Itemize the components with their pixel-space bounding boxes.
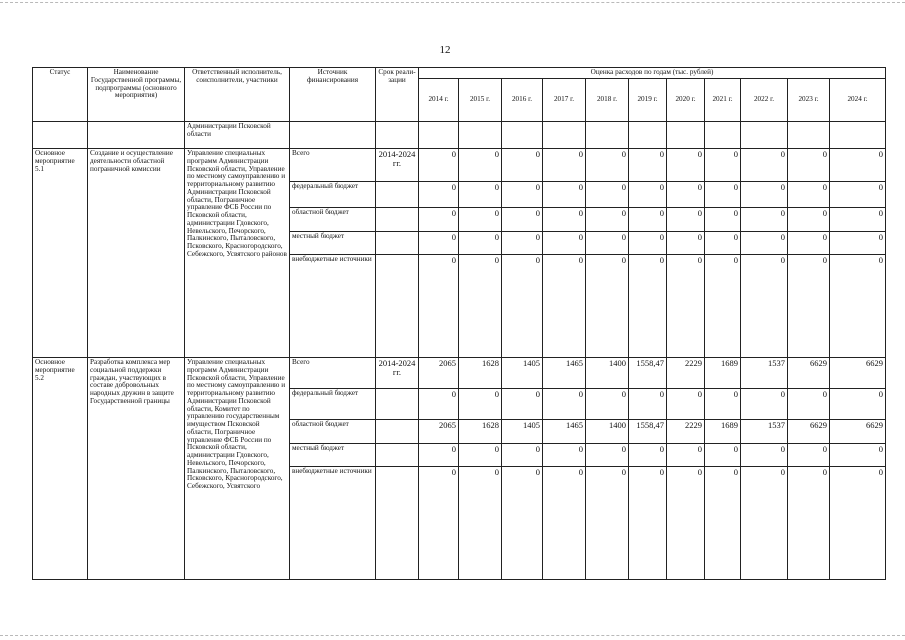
value-cell: 2065: [419, 358, 459, 389]
status-cell: Основное мероприятие 5.2: [33, 358, 88, 580]
value-cell: 0: [543, 389, 586, 420]
continuation-term: [376, 122, 419, 149]
header-status: Статус: [33, 68, 88, 122]
value-cell: 0: [629, 232, 667, 255]
table-row: [33, 149, 886, 182]
value-cell: 0: [788, 467, 830, 580]
value-cell: 1558,47: [629, 358, 667, 389]
name-cell: Разработка комплекса мер социальной поддержки граждан, участвующих в составе добровольных народных дружин в защите Государственной границы: [88, 358, 185, 580]
value-cell: 0: [788, 444, 830, 467]
value-cell: 0: [788, 232, 830, 255]
header-year: 2019 г.: [629, 79, 667, 122]
value-cell: 0: [419, 467, 459, 580]
header-row-1: [33, 68, 886, 79]
page-number: 12: [439, 44, 451, 56]
value-cell: 0: [586, 444, 629, 467]
value-cell: 0: [667, 182, 705, 208]
value-cell: 0: [629, 182, 667, 208]
value-cell: 0: [543, 208, 586, 232]
value-cell: 0: [459, 149, 502, 182]
value-cell: 0: [705, 444, 741, 467]
value-cell: 0: [741, 389, 788, 420]
source-cell: Всего: [290, 149, 376, 182]
scan-edge-top: [0, 2, 905, 3]
value-cell: 0: [667, 467, 705, 580]
value-cell: 0: [741, 255, 788, 358]
value-cell: 0: [459, 444, 502, 467]
value-cell: 0: [830, 182, 886, 208]
value-cell: 0: [705, 182, 741, 208]
value-cell: 1400: [586, 420, 629, 444]
continuation-responsible: Администрации Псковской области: [185, 122, 290, 149]
value-cell: 0: [586, 232, 629, 255]
header-year: 2017 г.: [543, 79, 586, 122]
source-cell: местный бюджет: [290, 444, 376, 467]
continuation-status: [33, 122, 88, 149]
value-cell: 6629: [830, 358, 886, 389]
value-cell: 0: [459, 389, 502, 420]
value-cell: 0: [502, 182, 543, 208]
value-cell: 0: [586, 182, 629, 208]
value-cell: 0: [830, 208, 886, 232]
value-cell: 0: [502, 467, 543, 580]
source-cell: областной бюджет: [290, 420, 376, 444]
value-cell: 0: [705, 467, 741, 580]
value-cell: 0: [667, 149, 705, 182]
header-responsible: Ответственный исполнитель, соисполнители, участники: [185, 68, 290, 122]
source-cell: местный бюджет: [290, 232, 376, 255]
value-cell: 0: [830, 389, 886, 420]
value-cell: 0: [586, 149, 629, 182]
value-cell: 0: [629, 444, 667, 467]
value-cell: 0: [459, 182, 502, 208]
value-cell: 0: [788, 149, 830, 182]
value-cell: 0: [667, 255, 705, 358]
value-cell: 0: [667, 208, 705, 232]
value-cell: 2229: [667, 358, 705, 389]
source-cell: внебюджетные источники: [290, 467, 376, 580]
header-name: Наименование Государственной программы, подпрограммы (основного мероприятия): [88, 68, 185, 122]
responsible-cell: Управление специальных программ Администрации Псковской области, Управление по местному самоуправлению и территориальному развитию Администрации Псковской области, Комитет по управлению государственным имуществом Псковской области, Пограничное управление ФСБ России по Псковской области, администрации Гдовского, Невельского, Печорского, Палкинского, Пыталовского, Псковского, Красногородского, Себежского, Усвятского: [185, 358, 290, 580]
value-cell: 0: [741, 232, 788, 255]
value-cell: 0: [705, 208, 741, 232]
header-term: Срок реали-зации: [376, 68, 419, 122]
value-cell: 0: [586, 389, 629, 420]
source-cell: федеральный бюджет: [290, 182, 376, 208]
value-cell: 1628: [459, 420, 502, 444]
value-cell: 1465: [543, 420, 586, 444]
value-cell: 0: [419, 389, 459, 420]
value-cell: 0: [502, 208, 543, 232]
value-cell: 1537: [741, 358, 788, 389]
source-cell: федеральный бюджет: [290, 389, 376, 420]
value-cell: 0: [459, 255, 502, 358]
table-body: [33, 122, 886, 580]
value-cell: 0: [419, 182, 459, 208]
status-cell: Основное мероприятие 5.1: [33, 149, 88, 358]
value-cell: 0: [419, 444, 459, 467]
value-cell: 0: [741, 149, 788, 182]
header-year: 2020 г.: [667, 79, 705, 122]
value-cell: 6629: [788, 358, 830, 389]
term-cell: [376, 182, 419, 208]
term-cell: 2014-2024 гг.: [376, 149, 419, 182]
name-cell: Создание и осуществление деятельности областной пограничной комиссии: [88, 149, 185, 358]
value-cell: 1628: [459, 358, 502, 389]
value-cell: 6629: [788, 420, 830, 444]
value-cell: 0: [502, 389, 543, 420]
value-cell: 0: [830, 255, 886, 358]
value-cell: 0: [830, 149, 886, 182]
value-cell: 1400: [586, 358, 629, 389]
value-cell: 0: [788, 255, 830, 358]
header-year: 2022 г.: [741, 79, 788, 122]
value-cell: 0: [543, 149, 586, 182]
value-cell: 1537: [741, 420, 788, 444]
value-cell: 0: [705, 232, 741, 255]
term-cell: [376, 420, 419, 444]
value-cell: 1689: [705, 358, 741, 389]
term-cell: [376, 467, 419, 580]
value-cell: 0: [419, 149, 459, 182]
value-cell: 0: [629, 389, 667, 420]
term-cell: 2014-2024 гг.: [376, 358, 419, 389]
continuation-row: [33, 122, 886, 149]
value-cell: 0: [419, 232, 459, 255]
scan-edge-bottom: [0, 635, 905, 636]
continuation-source: [290, 122, 376, 149]
table-row: [33, 358, 886, 389]
value-cell: 0: [629, 208, 667, 232]
header-source: Источник финансирования: [290, 68, 376, 122]
value-cell: 0: [788, 182, 830, 208]
value-cell: 1465: [543, 358, 586, 389]
value-cell: 0: [667, 389, 705, 420]
value-cell: 0: [629, 255, 667, 358]
value-cell: 0: [502, 444, 543, 467]
value-cell: 0: [741, 208, 788, 232]
value-cell: 0: [830, 232, 886, 255]
term-cell: [376, 232, 419, 255]
source-cell: Всего: [290, 358, 376, 389]
value-cell: 1405: [502, 358, 543, 389]
value-cell: 0: [667, 444, 705, 467]
value-cell: 0: [586, 467, 629, 580]
value-cell: 0: [667, 232, 705, 255]
header-year: 2021 г.: [705, 79, 741, 122]
value-cell: 6629: [830, 420, 886, 444]
value-cell: 0: [741, 444, 788, 467]
source-cell: областной бюджет: [290, 208, 376, 232]
value-cell: 0: [459, 232, 502, 255]
header-year: 2015 г.: [459, 79, 502, 122]
value-cell: 0: [586, 208, 629, 232]
value-cell: 0: [502, 232, 543, 255]
value-cell: 0: [705, 389, 741, 420]
budget-table: [32, 67, 886, 580]
value-cell: 0: [830, 467, 886, 580]
header-year: 2016 г.: [502, 79, 543, 122]
value-cell: 0: [459, 467, 502, 580]
value-cell: 0: [543, 182, 586, 208]
value-cell: 0: [586, 255, 629, 358]
term-cell: [376, 208, 419, 232]
term-cell: [376, 389, 419, 420]
term-cell: [376, 255, 419, 358]
value-cell: 2229: [667, 420, 705, 444]
value-cell: 0: [502, 149, 543, 182]
value-cell: 0: [830, 444, 886, 467]
value-cell: 1689: [705, 420, 741, 444]
value-cell: 0: [629, 467, 667, 580]
value-cell: 0: [788, 208, 830, 232]
value-cell: 0: [705, 255, 741, 358]
term-cell: [376, 444, 419, 467]
value-cell: 0: [741, 467, 788, 580]
value-cell: 0: [543, 255, 586, 358]
continuation-name: [88, 122, 185, 149]
header-year: 2024 г.: [830, 79, 886, 122]
value-cell: 0: [543, 232, 586, 255]
header-year: 2014 г.: [419, 79, 459, 122]
responsible-cell: Управление специальных программ Администрации Псковской области, Управление по местному самоуправлению и территориальному развитию Администрации Псковской области, Пограничное управление ФСБ России по Псковской области, администрации Гдовского, Невельского, Печорского, Палкинского, Пыталовского, Псковского, Красногородского, Себежского, Усвятского районов: [185, 149, 290, 358]
value-cell: 1405: [502, 420, 543, 444]
value-cell: 0: [741, 182, 788, 208]
value-cell: 0: [419, 255, 459, 358]
value-cell: 0: [705, 149, 741, 182]
value-cell: 0: [459, 208, 502, 232]
value-cell: 0: [788, 389, 830, 420]
header-year: 2018 г.: [586, 79, 629, 122]
value-cell: 0: [629, 149, 667, 182]
value-cell: 2065: [419, 420, 459, 444]
header-costs: Оценка расходов по годам (тыс. рублей): [419, 68, 886, 79]
header-year: 2023 г.: [788, 79, 830, 122]
value-cell: 0: [543, 467, 586, 580]
source-cell: внебюджетные источники: [290, 255, 376, 358]
value-cell: 0: [419, 208, 459, 232]
value-cell: 0: [543, 444, 586, 467]
value-cell: 1558,47: [629, 420, 667, 444]
value-cell: 0: [502, 255, 543, 358]
